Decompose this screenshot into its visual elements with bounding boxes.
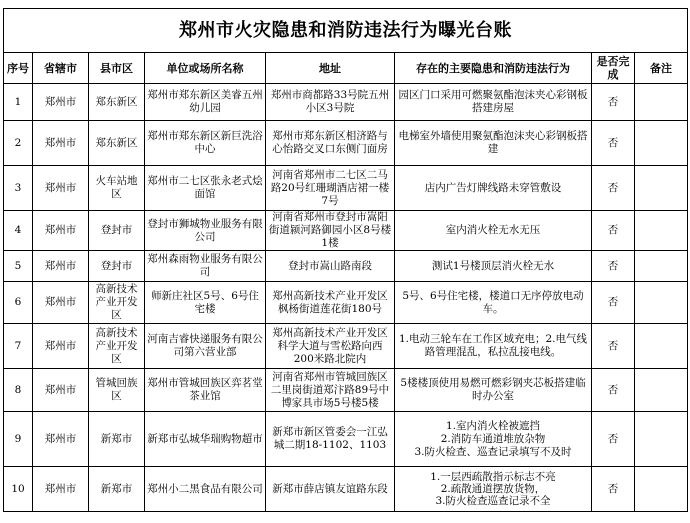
header-row <box>4 53 688 84</box>
cell-done: 否 <box>592 369 635 412</box>
cell-city: 郑州市 <box>33 121 89 166</box>
exposure-table <box>3 8 688 512</box>
cell-note <box>635 166 688 211</box>
cell-unit: 郑州市二七区张永老式烩面馆 <box>145 166 266 211</box>
cell-note <box>635 84 688 121</box>
cell-unit: 登封市狮城物业服务有限公司 <box>145 211 266 251</box>
cell-note <box>635 324 688 369</box>
cell-issue: 5号、6号住宅楼，楼道口无序停放电动车。 <box>395 282 592 324</box>
cell-district: 高新技术产业开发区 <box>89 282 145 324</box>
cell-city: 郑州市 <box>33 324 89 369</box>
table-row <box>4 412 688 467</box>
cell-unit: 郑州市郑东新区新巨洗浴中心 <box>145 121 266 166</box>
table-row <box>4 211 688 251</box>
cell-city: 郑州市 <box>33 166 89 211</box>
header-district: 县市区 <box>89 53 145 84</box>
table-row <box>4 282 688 324</box>
cell-note <box>635 369 688 412</box>
cell-city: 郑州市 <box>33 251 89 282</box>
cell-district: 郑东新区 <box>89 84 145 121</box>
cell-unit: 郑州森雨物业服务有限公司 <box>145 251 266 282</box>
table-row <box>4 121 688 166</box>
cell-no: 3 <box>4 166 33 211</box>
cell-issue: 店内广告灯牌线路未穿管敷设 <box>395 166 592 211</box>
cell-unit: 郑州市管城回族区弈茗堂茶业馆 <box>145 369 266 412</box>
cell-issue: 5楼楼顶使用易燃可燃彩钢夹芯板搭建临时办公室 <box>395 369 592 412</box>
cell-done: 否 <box>592 412 635 467</box>
cell-issue: 测试1号楼顶层消火栓无水 <box>395 251 592 282</box>
cell-issue: 1.一层西疏散指示标志不亮 2.疏散通道摆放货物， 3.防火检查巡查记录不全 <box>395 467 592 512</box>
cell-district: 新郑市 <box>89 412 145 467</box>
cell-done: 否 <box>592 467 635 512</box>
cell-unit: 师新庄社区5号、6号住宅楼 <box>145 282 266 324</box>
header-no: 序号 <box>4 53 33 84</box>
header-note: 备注 <box>635 53 688 84</box>
cell-done: 否 <box>592 251 635 282</box>
cell-city: 郑州市 <box>33 369 89 412</box>
cell-unit: 郑州市郑东新区美睿五州幼儿园 <box>145 84 266 121</box>
cell-no: 10 <box>4 467 33 512</box>
cell-no: 6 <box>4 282 33 324</box>
cell-address: 郑州市郑东新区相济路与心怡路交叉口东侧门面房 <box>266 121 395 166</box>
cell-district: 登封市 <box>89 211 145 251</box>
cell-no: 7 <box>4 324 33 369</box>
cell-city: 郑州市 <box>33 412 89 467</box>
cell-district: 登封市 <box>89 251 145 282</box>
cell-note <box>635 121 688 166</box>
cell-district: 新郑市 <box>89 467 145 512</box>
cell-done: 否 <box>592 282 635 324</box>
cell-note <box>635 282 688 324</box>
table-row <box>4 251 688 282</box>
cell-issue: 1.室内消火栓被遮挡 2.消防车通道堆放杂物 3.防火检查、巡查记录填写不及时 <box>395 412 592 467</box>
cell-city: 郑州市 <box>33 467 89 512</box>
cell-district: 管城回族区 <box>89 369 145 412</box>
header-done: 是否完成 <box>592 53 635 84</box>
cell-note <box>635 412 688 467</box>
header-city: 省辖市 <box>33 53 89 84</box>
cell-no: 8 <box>4 369 33 412</box>
table-row <box>4 467 688 512</box>
cell-unit: 河南吉睿快递服务有限公司第六营业部 <box>145 324 266 369</box>
table-row <box>4 369 688 412</box>
cell-no: 4 <box>4 211 33 251</box>
cell-no: 5 <box>4 251 33 282</box>
cell-city: 郑州市 <box>33 84 89 121</box>
cell-issue: 室内消火栓无水无压 <box>395 211 592 251</box>
cell-district: 高新技术产业开发区 <box>89 324 145 369</box>
cell-issue: 电梯室外墙使用聚氨酯泡沫夹心彩钢板搭建 <box>395 121 592 166</box>
cell-address: 郑州高新技术产业开发区科学大道与雪松路向西200米路北院内 <box>266 324 395 369</box>
table-row <box>4 166 688 211</box>
cell-done: 否 <box>592 324 635 369</box>
cell-address: 河南省郑州市管城回族区二里岗街道郑汴路89号中博家具市场5号楼5楼 <box>266 369 395 412</box>
cell-issue: 1.电动三轮车在工作区域充电；2.电气线路管理混乱，私拉乱接电线。 <box>395 324 592 369</box>
table-row <box>4 324 688 369</box>
cell-address: 郑州市商都路33号院五州小区3号院 <box>266 84 395 121</box>
table-title: 郑州市火灾隐患和消防违法行为曝光台账 <box>4 9 688 53</box>
header-unit: 单位或场所名称 <box>145 53 266 84</box>
cell-district: 郑东新区 <box>89 121 145 166</box>
cell-done: 否 <box>592 84 635 121</box>
cell-address: 河南省郑州市登封市嵩阳街道颍河路御园小区8号楼1楼 <box>266 211 395 251</box>
cell-unit: 郑州小二黑食品有限公司 <box>145 467 266 512</box>
header-issue: 存在的主要隐患和消防违法行为 <box>395 53 592 84</box>
cell-address: 河南省郑州市二七区二马路20号红珊瑚酒店裙一楼7号 <box>266 166 395 211</box>
cell-no: 1 <box>4 84 33 121</box>
cell-city: 郑州市 <box>33 211 89 251</box>
cell-done: 否 <box>592 211 635 251</box>
header-address: 地址 <box>266 53 395 84</box>
cell-address: 新郑市薛店镇友谊路东段 <box>266 467 395 512</box>
cell-address: 新郑市新区管委会一江弘城二期18-1102、1103 <box>266 412 395 467</box>
cell-unit: 新郑市弘城华瑞购物超市 <box>145 412 266 467</box>
cell-district: 火车站地区 <box>89 166 145 211</box>
cell-no: 2 <box>4 121 33 166</box>
cell-done: 否 <box>592 121 635 166</box>
table-row <box>4 84 688 121</box>
cell-issue: 园区门口采用可燃聚氨酯泡沫夹心彩钢板搭建房屋 <box>395 84 592 121</box>
cell-address: 郑州高新技术产业开发区枫杨街道莲花街180号 <box>266 282 395 324</box>
cell-note <box>635 467 688 512</box>
cell-done: 否 <box>592 166 635 211</box>
cell-address: 登封市嵩山路南段 <box>266 251 395 282</box>
cell-note <box>635 211 688 251</box>
cell-note <box>635 251 688 282</box>
cell-city: 郑州市 <box>33 282 89 324</box>
cell-no: 9 <box>4 412 33 467</box>
